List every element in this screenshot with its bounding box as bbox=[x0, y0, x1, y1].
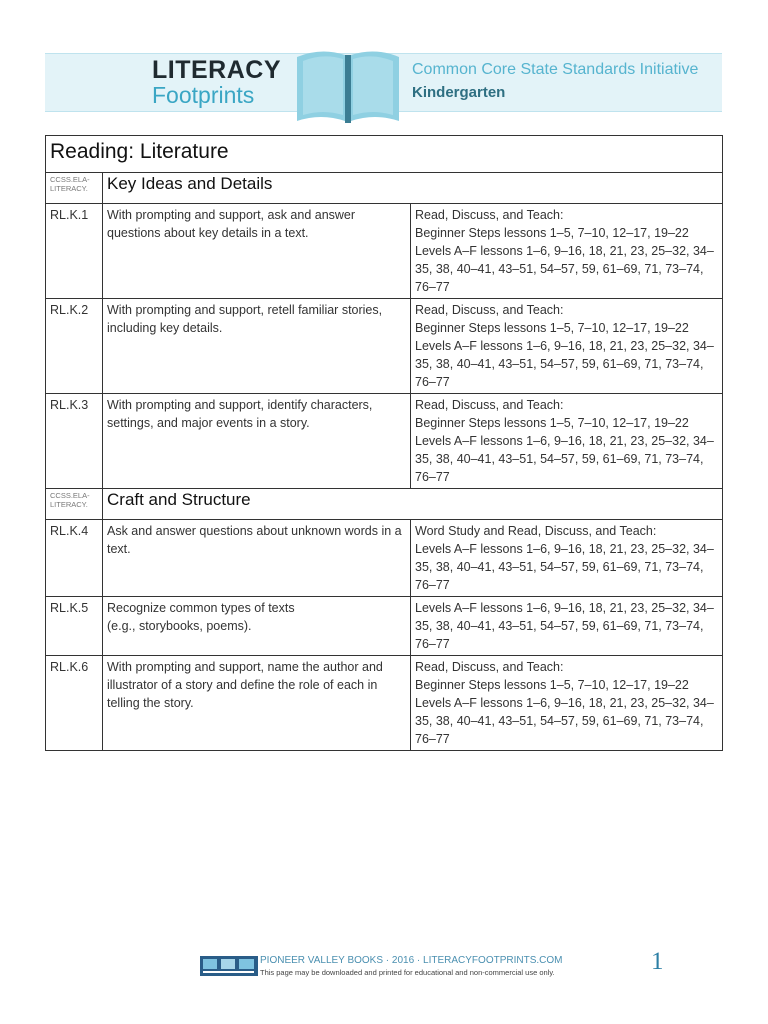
section-title-cell bbox=[103, 173, 723, 204]
table-row bbox=[46, 520, 723, 597]
standard-text: Ask and answer questions about unknown words in a text. bbox=[103, 520, 411, 597]
lessons-line: Read, Discuss, and Teach: bbox=[415, 660, 564, 674]
section-header-row bbox=[46, 173, 723, 204]
standard-text: Recognize common types of texts bbox=[107, 601, 295, 615]
lessons-line: Levels A–F lessons 1–6, 9–16, 18, 21, 23, 25–32, 34–35, 38, 40–41, 43–51, 54–57, 59, 61–69, 71, 73–74, 76–77 bbox=[415, 339, 714, 389]
standard-code: RL.K.3 bbox=[46, 394, 103, 489]
lessons-cell bbox=[411, 520, 723, 597]
lessons-line: Read, Discuss, and Teach: bbox=[415, 398, 564, 412]
lessons-line: Levels A–F lessons 1–6, 9–16, 18, 21, 23, 25–32, 34–35, 38, 40–41, 43–51, 54–57, 59, 61–69, 71, 73–74, 76–77 bbox=[415, 542, 714, 592]
lessons-line: Read, Discuss, and Teach: bbox=[415, 303, 564, 317]
standard-code: RL.K.5 bbox=[46, 597, 103, 656]
standard-text: With prompting and support, ask and answer questions about key details in a text. bbox=[103, 204, 411, 299]
usage-note: This page may be downloaded and printed for educational and non-commercial use only. bbox=[260, 968, 555, 977]
lessons-cell bbox=[411, 204, 723, 299]
lessons-line: Levels A–F lessons 1–6, 9–16, 18, 21, 23, 25–32, 34–35, 38, 40–41, 43–51, 54–57, 59, 61–69, 71, 73–74, 76–77 bbox=[415, 434, 714, 484]
lessons-cell bbox=[411, 597, 723, 656]
logo-title: LITERACY bbox=[152, 56, 281, 84]
section-title: Craft and Structure bbox=[107, 490, 251, 509]
standard-code: RL.K.1 bbox=[46, 204, 103, 299]
lessons-cell bbox=[411, 656, 723, 751]
publisher-line: PIONEER VALLEY BOOKS · 2016 · LITERACYFOOTPRINTS.COM bbox=[260, 955, 563, 966]
lessons-line: Beginner Steps lessons 1–5, 7–10, 12–17, 19–22 bbox=[415, 321, 689, 335]
table-row bbox=[46, 597, 723, 656]
standard-text: With prompting and support, identify characters, settings, and major events in a story. bbox=[103, 394, 411, 489]
standard-text: (e.g., storybooks, poems). bbox=[107, 619, 252, 633]
page-number: 1 bbox=[651, 948, 664, 975]
table-row bbox=[46, 299, 723, 394]
standard-text-cell bbox=[103, 597, 411, 656]
lessons-line: Levels A–F lessons 1–6, 9–16, 18, 21, 23, 25–32, 34–35, 38, 40–41, 43–51, 54–57, 59, 61–69, 71, 73–74, 76–77 bbox=[415, 244, 714, 294]
table-row bbox=[46, 656, 723, 751]
lessons-line: Levels A–F lessons 1–6, 9–16, 18, 21, 23, 25–32, 34–35, 38, 40–41, 43–51, 54–57, 59, 61–69, 71, 73–74, 76–77 bbox=[415, 601, 714, 651]
lessons-line: Beginner Steps lessons 1–5, 7–10, 12–17, 19–22 bbox=[415, 678, 689, 692]
lessons-line: Beginner Steps lessons 1–5, 7–10, 12–17, 19–22 bbox=[415, 226, 689, 240]
section-header-row bbox=[46, 489, 723, 520]
initiative-title: Common Core State Standards Initiative bbox=[412, 61, 699, 78]
lessons-cell bbox=[411, 299, 723, 394]
lessons-line: Beginner Steps lessons 1–5, 7–10, 12–17, 19–22 bbox=[415, 416, 689, 430]
ccss-label-cell bbox=[46, 173, 103, 204]
ccss-label: CCSS.ELA- bbox=[50, 175, 90, 184]
ccss-label: CCSS.ELA- bbox=[50, 491, 90, 500]
publisher-logo-icon bbox=[200, 956, 258, 976]
logo-subtitle: Footprints bbox=[152, 82, 255, 108]
standard-code: RL.K.2 bbox=[46, 299, 103, 394]
lessons-cell bbox=[411, 394, 723, 489]
standard-code: RL.K.6 bbox=[46, 656, 103, 751]
section-title-cell bbox=[103, 489, 723, 520]
grade-label: Kindergarten bbox=[412, 84, 506, 101]
ccss-label: LITERACY. bbox=[50, 500, 88, 509]
table-title-cell bbox=[46, 136, 723, 173]
table-title: Reading: Literature bbox=[50, 140, 229, 163]
standards-table bbox=[45, 135, 723, 751]
standard-text: With prompting and support, name the author and illustrator of a story and define the role of each in telling the story. bbox=[103, 656, 411, 751]
section-title: Key Ideas and Details bbox=[107, 174, 273, 193]
table-row bbox=[46, 204, 723, 299]
standard-code: RL.K.4 bbox=[46, 520, 103, 597]
lessons-line: Read, Discuss, and Teach: bbox=[415, 208, 564, 222]
ccss-label: LITERACY. bbox=[50, 184, 88, 193]
table-row bbox=[46, 394, 723, 489]
table-title-row bbox=[46, 136, 723, 173]
lessons-line: Levels A–F lessons 1–6, 9–16, 18, 21, 23, 25–32, 34–35, 38, 40–41, 43–51, 54–57, 59, 61–69, 71, 73–74, 76–77 bbox=[415, 696, 714, 746]
ccss-label-cell bbox=[46, 489, 103, 520]
standard-text: With prompting and support, retell familiar stories, including key details. bbox=[103, 299, 411, 394]
open-book-icon bbox=[293, 45, 403, 125]
lessons-line: Word Study and Read, Discuss, and Teach: bbox=[415, 524, 657, 538]
